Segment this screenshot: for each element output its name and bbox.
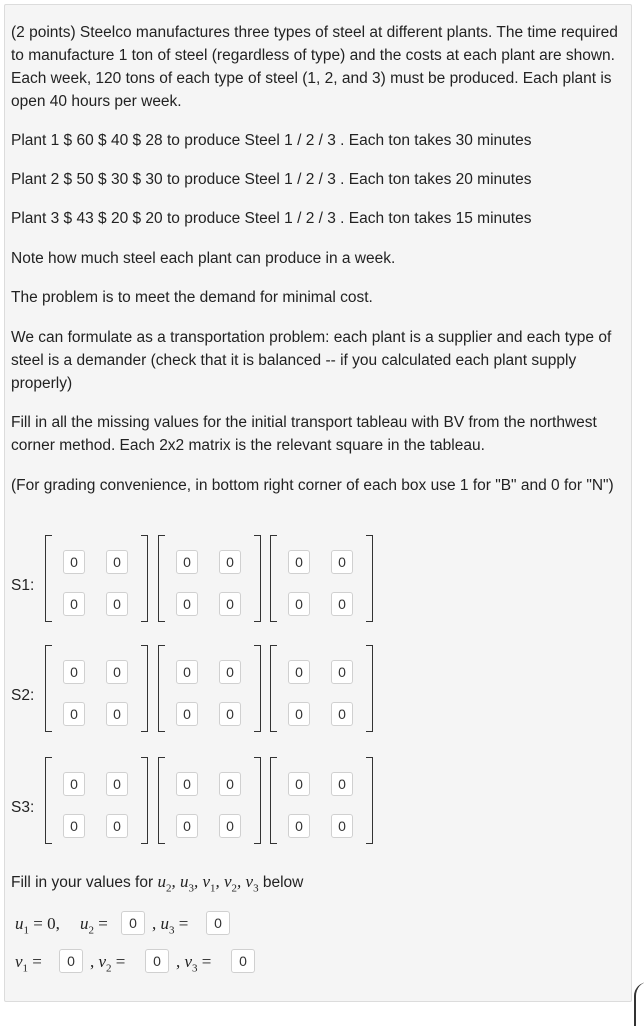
matrix-bracket-right bbox=[141, 645, 148, 732]
tableau-cell-input[interactable]: 0 bbox=[331, 592, 353, 616]
tableau-cell-input[interactable]: 0 bbox=[288, 550, 310, 574]
duals-prompt: Fill in your values for $u_2$, $u_3$, $v_1$, $v_2$, $v_3$ below bbox=[11, 872, 304, 895]
tableau-cell-input[interactable]: 0 bbox=[63, 702, 85, 726]
tableau-cell-input[interactable]: 0 bbox=[219, 702, 241, 726]
matrix-bracket-left bbox=[45, 535, 52, 622]
u1-expression: $u_1 = 0$, bbox=[15, 914, 60, 937]
tableau-cell-input[interactable]: 0 bbox=[106, 660, 128, 684]
tableau-cell-input[interactable]: 0 bbox=[63, 772, 85, 796]
tableau-cell-input[interactable]: 0 bbox=[63, 592, 85, 616]
edge-curve-decoration bbox=[634, 982, 644, 1026]
tableau-cell-input[interactable]: 0 bbox=[288, 702, 310, 726]
matrix-bracket-right bbox=[254, 757, 261, 844]
tableau-cell-input[interactable]: 0 bbox=[219, 814, 241, 838]
tableau-cell-input[interactable]: 0 bbox=[219, 660, 241, 684]
tableau-cell-input[interactable]: 0 bbox=[176, 772, 198, 796]
matrix-bracket-left bbox=[45, 757, 52, 844]
matrix-bracket-right bbox=[141, 757, 148, 844]
matrix-bracket-left bbox=[45, 645, 52, 732]
matrix-bracket-left bbox=[270, 535, 277, 622]
tableau-cell-input[interactable]: 0 bbox=[331, 814, 353, 838]
plant-1-info: Plant 1 $ 60 $ 40 $ 28 to produce Steel 1 / 2 / 3 . Each ton takes 30 minutes bbox=[11, 132, 532, 149]
problem-intro: (2 points) Steelco manufactures three types of steel at different plants. The time required to manufacture 1 ton of steel (regardless of type) and the costs at each plant are shown. Each week, 120 tons of each type of steel (1, 2, and 3) must be produced. Each plant is open 40 hours per week. bbox=[11, 24, 618, 110]
tableau-cell-input[interactable]: 0 bbox=[288, 660, 310, 684]
goal-text: The problem is to meet the demand for minimal cost. bbox=[11, 289, 373, 306]
plant-3-info: Plant 3 $ 43 $ 20 $ 20 to produce Steel 1 / 2 / 3 . Each ton takes 15 minutes bbox=[11, 210, 532, 227]
tableau-cell-input[interactable]: 0 bbox=[331, 660, 353, 684]
matrix-bracket-right bbox=[254, 645, 261, 732]
tableau-cell-input[interactable]: 0 bbox=[219, 592, 241, 616]
matrix-bracket-left bbox=[158, 645, 165, 732]
u1-value: 0 bbox=[47, 914, 56, 933]
tableau-cell-input[interactable]: 0 bbox=[331, 772, 353, 796]
tableau-cell-input[interactable]: 0 bbox=[219, 772, 241, 796]
grading-note: (For grading convenience, in bottom right corner of each box use 1 for "B" and 0 for "N") bbox=[11, 477, 614, 494]
tableau-cell-input[interactable]: 0 bbox=[219, 550, 241, 574]
matrix-bracket-right bbox=[366, 535, 373, 622]
question-card bbox=[4, 4, 632, 1002]
tableau-cell-input[interactable]: 0 bbox=[106, 772, 128, 796]
tableau-cell-input[interactable]: 0 bbox=[176, 702, 198, 726]
tableau-cell-input[interactable]: 0 bbox=[63, 550, 85, 574]
tableau-cell-input[interactable]: 0 bbox=[63, 660, 85, 684]
tableau-cell-input[interactable]: 0 bbox=[106, 814, 128, 838]
matrix-bracket-left bbox=[158, 757, 165, 844]
v3-label: , $v_3$ = bbox=[176, 952, 212, 975]
tableau-cell-input[interactable]: 0 bbox=[176, 592, 198, 616]
plant-2-info: Plant 2 $ 50 $ 30 $ 30 to produce Steel 1 / 2 / 3 . Each ton takes 20 minutes bbox=[11, 171, 532, 188]
u2-label: $u_2$ = bbox=[80, 914, 108, 937]
tableau-cell-input[interactable]: 0 bbox=[176, 660, 198, 684]
tableau-cell-input[interactable]: 0 bbox=[288, 814, 310, 838]
u3-input[interactable]: 0 bbox=[206, 911, 230, 935]
tableau-cell-input[interactable]: 0 bbox=[176, 814, 198, 838]
supplier-label: S2: bbox=[11, 687, 35, 704]
matrix-bracket-left bbox=[270, 645, 277, 732]
tableau-cell-input[interactable]: 0 bbox=[331, 550, 353, 574]
fill-instructions: Fill in all the missing values for the initial transport tableau with BV from the northwest corner method. Each 2x2 matrix is the relevant square in the tableau. bbox=[11, 414, 597, 454]
tableau-cell-input[interactable]: 0 bbox=[63, 814, 85, 838]
duals-prompt-suffix: below bbox=[262, 874, 304, 891]
matrix-bracket-right bbox=[254, 535, 261, 622]
tableau-cell-input[interactable]: 0 bbox=[106, 702, 128, 726]
note-text: Note how much steel each plant can produce in a week. bbox=[11, 250, 396, 267]
v2-input[interactable]: 0 bbox=[145, 949, 169, 973]
tableau-cell-input[interactable]: 0 bbox=[106, 550, 128, 574]
matrix-bracket-left bbox=[158, 535, 165, 622]
tableau-cell-input[interactable]: 0 bbox=[176, 550, 198, 574]
matrix-bracket-left bbox=[270, 757, 277, 844]
tableau-cell-input[interactable]: 0 bbox=[288, 772, 310, 796]
matrix-bracket-right bbox=[366, 645, 373, 732]
tableau-cell-input[interactable]: 0 bbox=[331, 702, 353, 726]
matrix-bracket-right bbox=[366, 757, 373, 844]
v3-input[interactable]: 0 bbox=[231, 949, 255, 973]
formulation-text: We can formulate as a transportation problem: each plant is a supplier and each type of steel is a demander (check that it is balanced -- if you calculated each plant supply properly) bbox=[11, 329, 612, 392]
v1-label: $v_1$ = bbox=[15, 952, 42, 975]
supplier-label: S3: bbox=[11, 799, 35, 816]
supplier-label: S1: bbox=[11, 577, 35, 594]
u2-input[interactable]: 0 bbox=[121, 911, 145, 935]
v2-label: , $v_2$ = bbox=[90, 952, 126, 975]
v1-input[interactable]: 0 bbox=[59, 949, 83, 973]
u3-label: , $u_3$ = bbox=[152, 914, 189, 937]
tableau-cell-input[interactable]: 0 bbox=[288, 592, 310, 616]
duals-prompt-prefix: Fill in your values for bbox=[11, 874, 154, 891]
matrix-bracket-right bbox=[141, 535, 148, 622]
tableau-cell-input[interactable]: 0 bbox=[106, 592, 128, 616]
